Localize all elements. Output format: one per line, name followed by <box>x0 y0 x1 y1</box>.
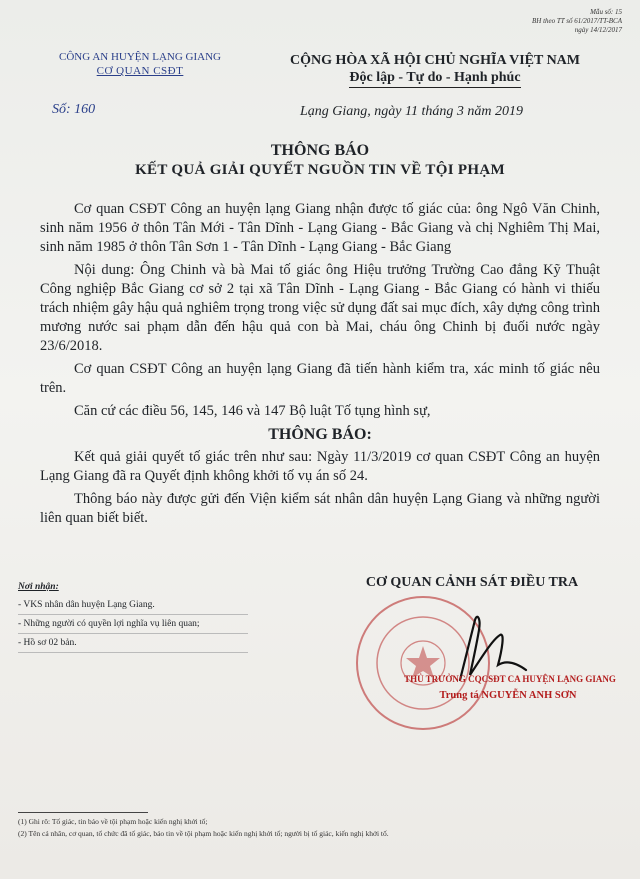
body-paragraph-1: Cơ quan CSĐT Công an huyện lạng Giang nhận được tố giác của: ông Ngô Văn Chinh, sinh năm 1956 ở thôn Tân Mới - Tân Dĩnh - Lạng Giang - Bắc Giang và chị Nghiêm Thị Mai, sinh năm 1985 ở thôn Tân Sơn 1 - Tân Dĩnh - Lạng Giang - Bắc Giang <box>40 201 600 255</box>
section-title: THÔNG BÁO: <box>268 426 372 443</box>
document-number: Số: 160 <box>52 102 96 117</box>
nation-name: CỘNG HÒA XÃ HỘI CHỦ NGHĨA VIỆT NAM <box>289 53 580 68</box>
form-number-line1: Mẫu số: 15 <box>590 8 622 16</box>
form-number-line3: ngày 14/12/2017 <box>574 26 622 34</box>
body-paragraph-2: Nội dung: Ông Chinh và bà Mai tố giác ông Hiệu trưởng Trường Cao đẳng Kỹ Thuật Công nghiệp Bắc Giang cơ sở 2 tại xã Tân Dĩnh - Lạng Giang - Bắc Giang có hành vi thiếu trách nhiệm gây hậu quả nghiêm trọng trong việc sử dụng đất sai mục đích, xây dựng công trình mương nước sai phạm dẫn đến hậu quả con bà Mai, cháu ông Chinh bị đuối nước ngày 23/6/2018. <box>40 262 600 354</box>
recipient-item: - Hồ sơ 02 bản. <box>18 634 248 653</box>
document-subtitle: KẾT QUẢ GIẢI QUYẾT NGUỒN TIN VỀ TỘI PHẠM <box>135 162 505 178</box>
place-date: Lạng Giang, ngày 11 tháng 3 năm 2019 <box>300 104 523 119</box>
form-number-line2: BH theo TT số 61/2017/TT-BCA <box>532 17 622 25</box>
recipient-item: - VKS nhân dân huyện Lạng Giang. <box>18 596 248 615</box>
signer-name: Trung tá NGUYỄN ANH SƠN <box>439 690 577 701</box>
issuing-agency <box>40 50 240 78</box>
form-number <box>472 8 622 35</box>
recipient-item: - Những người có quyền lợi nghĩa vụ liên quan; <box>18 615 248 634</box>
body-paragraph-5: Kết quả giải quyết tố giác trên như sau: Ngày 11/3/2019 cơ quan CSĐT Công an huyện Lạng Giang đã ra Quyết định không khởi tố vụ án số 24. <box>40 449 600 484</box>
footnote-divider <box>18 812 148 813</box>
footnotes <box>18 816 618 840</box>
recipients-heading: Nơi nhận: <box>18 582 59 592</box>
recipients-list <box>18 578 268 653</box>
footnote-item: (2) Tên cá nhân, cơ quan, tổ chức đã tố giác, báo tin về tội phạm hoặc kiến nghị khởi tố; người bị tố giác, kiến nghị khởi tố. <box>18 829 389 838</box>
national-motto: Độc lập - Tự do - Hạnh phúc <box>349 69 520 88</box>
body-paragraph-3: Cơ quan CSĐT Công an huyện lạng Giang đã tiến hành kiểm tra, xác minh tố giác nêu trên. <box>40 361 600 396</box>
agency-line1: CÔNG AN HUYỆN LẠNG GIANG <box>59 51 221 63</box>
footnote-item: (1) Ghi rõ: Tố giác, tin báo về tội phạm hoặc kiến nghị khởi tố; <box>18 817 208 826</box>
document-title: THÔNG BÁO <box>270 142 370 159</box>
national-heading <box>255 52 615 88</box>
document-body <box>40 200 600 532</box>
body-paragraph-4: Căn cứ các điều 56, 145, 146 và 147 Bộ luật Tố tụng hình sự, <box>74 403 431 419</box>
signing-organization: CƠ QUAN CẢNH SÁT ĐIỀU TRA <box>365 575 579 590</box>
body-paragraph-6: Thông báo này được gửi đến Viện kiểm sát nhân dân huyện Lạng Giang và những người liên quan biết biết. <box>40 491 600 526</box>
signer-title: THỦ TRƯỞNG CQCSĐT CA HUYỆN LẠNG GIANG <box>404 674 616 684</box>
agency-line2: CƠ QUAN CSĐT <box>96 65 184 77</box>
